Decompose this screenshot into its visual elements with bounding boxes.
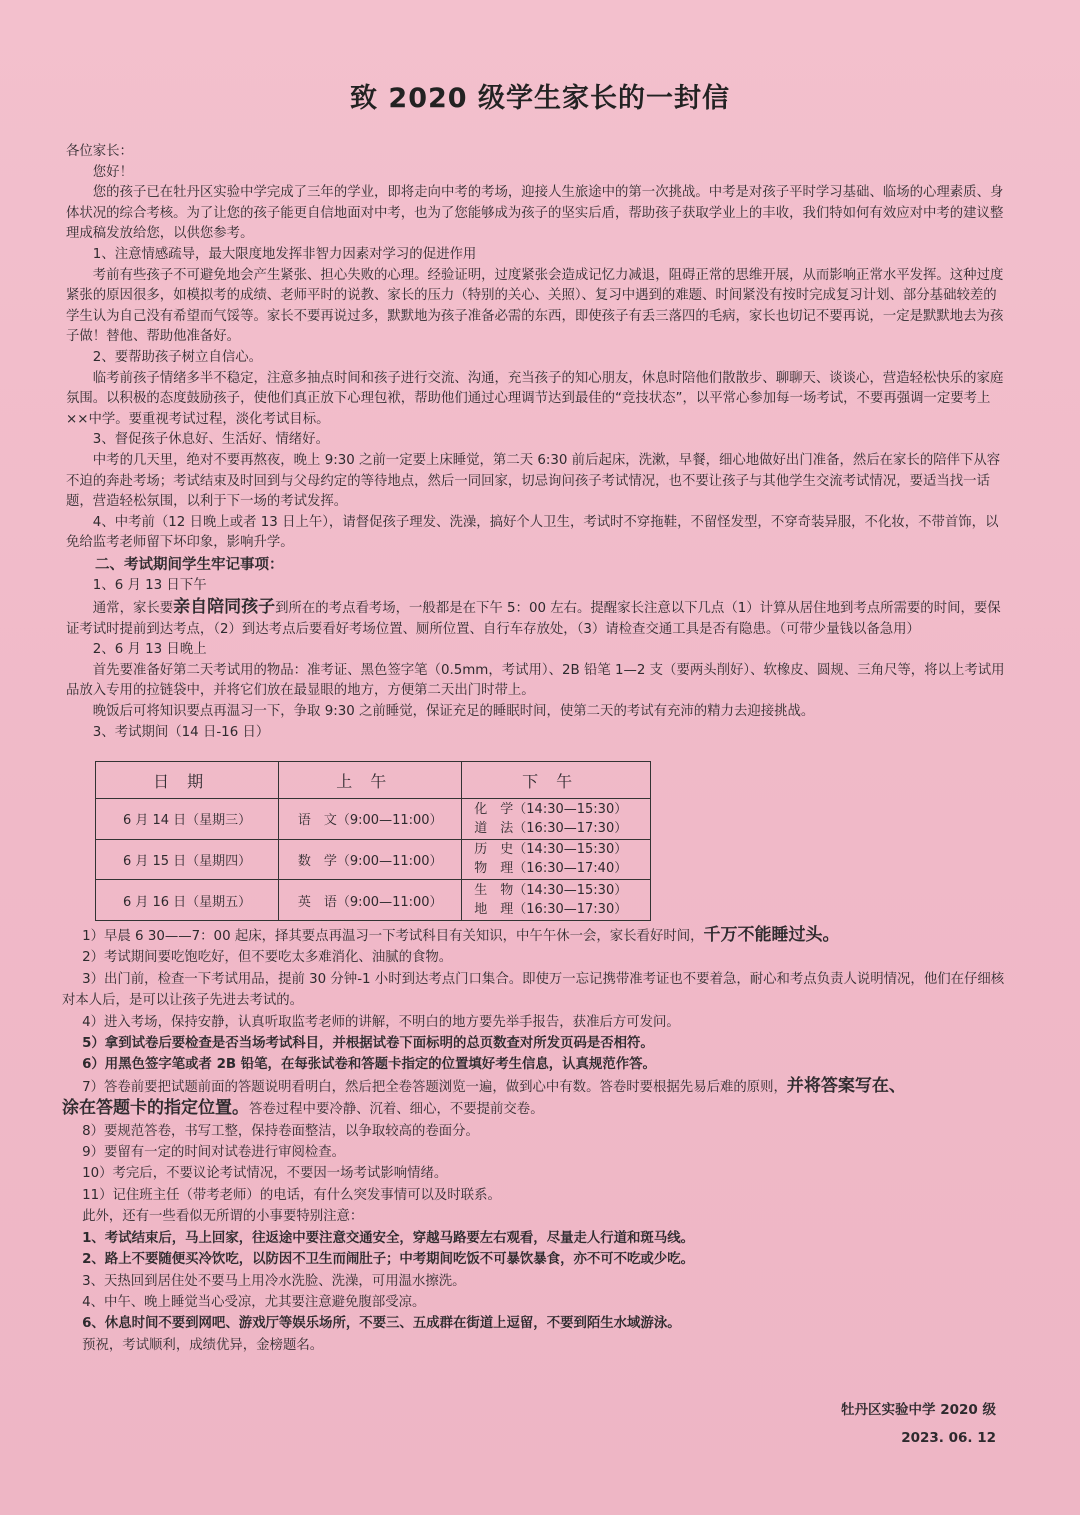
header-morning: 上午 xyxy=(279,762,462,799)
tip-5: 5）拿到试卷后要检查是否当场考试科目，并根据试卷下面标明的总页数查对所发页码是否相符。 xyxy=(82,1036,654,1052)
row-morning: 数 学（9:00—11:00） xyxy=(279,839,462,880)
pm-exam-1: 历 史（14:30—15:30） xyxy=(474,842,628,858)
tip-7-emphasis-1: 并将答案写在、 xyxy=(786,1075,906,1096)
row-date: 6 月 16 日（星期五） xyxy=(96,880,279,921)
exam-schedule-table xyxy=(95,761,651,921)
s2-text2: 晚饭后可将知识要点再温习一下，争取 9:30 之前睡觉，保证充足的睡眠时间，使第二天的考试有充沛的精力去迎接挑战。 xyxy=(92,704,815,720)
greeting: 您好！ xyxy=(92,164,133,180)
pm-exam-2: 道 法（16:30—17:30） xyxy=(474,820,628,836)
note-6: 6、休息时间不要到网吧、游戏厅等娱乐场所，不要三、五成群在街道上逗留，不要到陌生水域游泳。 xyxy=(82,1316,681,1332)
tip-7-emphasis-2: 涂在答题卡的指定位置。 xyxy=(62,1098,249,1119)
tip-8: 8）要规范答卷，书写工整，保持卷面整洁，以争取较高的卷面分。 xyxy=(82,1123,479,1139)
s1-post: 到所在的考点看考场，一般都是在下午 5：00 左右。提醒家长注意以下几点（1）计算从居住地到考点所需要的时间，要保证考试时提前到达考点，（2）到达考点后要看好考场位置、厕所位置、自行车存放处，（3）请检查交通工具是否有隐患。（可带少量钱以备急用） xyxy=(66,601,1001,637)
row-afternoon xyxy=(462,880,651,921)
section2-heading: 二、考试期间学生牢记事项： xyxy=(95,556,284,573)
tip-9: 9）要留有一定的时间对试卷进行审阅检查。 xyxy=(82,1145,346,1161)
table-row xyxy=(96,880,651,921)
tip-10: 10）考完后，不要议论考试情况，不要因一场考试影响情绪。 xyxy=(82,1166,448,1182)
tip-7 xyxy=(62,1076,1012,1121)
exam-tips xyxy=(62,925,1012,1356)
note-1: 1、考试结束后，马上回家，往返途中要注意交通安全，穿越马路要左右观看，尽量走人行道和斑马线。 xyxy=(82,1230,694,1246)
also-note: 此外，还有一些看似无所谓的小事要特别注意： xyxy=(82,1209,364,1225)
s1-pre: 通常，家长要 xyxy=(92,601,174,617)
item3-text: 中考的几天里，绝对不要再熬夜，晚上 9:30 之前一定要上床睡觉，第二天 6:30 前后起床，洗漱，早餐，细心地做好出门准备，然后在家长的陪伴下从容不迫的奔赴考场；考试结束及时回到与父母约定的等待地点，然后一同回家，切忌询问孩子考试情况，也不要让孩子与其他学生交流考试情况，要适当找一话题，营造轻松氛围，以利于下一场的考试发挥。 xyxy=(66,452,1001,510)
row-afternoon xyxy=(462,839,651,880)
tip-7-post: 答卷过程中要冷静、沉着、细心，不要提前交卷。 xyxy=(249,1102,544,1118)
salutation: 各位家长： xyxy=(66,144,133,159)
table-row xyxy=(96,799,651,840)
item1-text: 考前有些孩子不可避免地会产生紧张、担心失败的心理。经验证明，过度紧张会造成记忆力减退，阻碍正常的思维开展，从而影响正常水平发挥。这种过度紧张的原因很多，如模拟考的成绩、老师平时的说教、家长的压力（特别的关心、关照）、复习中遇到的难题、时间紧没有按时完成复习计划、部分基础较差的学生认为自己没有希望而气馁等。家长不要再说过多，默默地为孩子准备必需的东西，即使孩子有丢三落四的毛病，家长也切记不要再说，一定是默默地去为孩子做！替他、帮助他准备好。 xyxy=(66,267,1004,345)
tip-3: 3）出门前，检查一下考试用品，提前 30 分钟-1 小时到达考点门口集合。即使万一忘记携带准考证也不要着急，耐心和考点负责人说明情况，他们在仔细核对本人后，是可以让孩子先进去考试的。 xyxy=(62,971,1005,1009)
s1-title: 1、6 月 13 日下午 xyxy=(92,578,207,594)
closing-wish: 预祝，考试顺利，成绩优异，金榜题名。 xyxy=(82,1337,324,1353)
signature-block xyxy=(841,1396,996,1452)
tip-11: 11）记住班主任（带考老师）的电话，有什么突发事情可以及时联系。 xyxy=(82,1187,501,1203)
letter-body xyxy=(66,142,1006,743)
table-header-row xyxy=(96,762,651,799)
pm-exam-2: 物 理（16:30—17:40） xyxy=(474,861,628,877)
s1-text xyxy=(66,597,1006,640)
s2-text1: 首先要准备好第二天考试用的物品：准考证、黑色签字笔（0.5mm，考试用）、2B 铅笔 1—2 支（要两头削好）、软橡皮、圆规、三角尺等，将以上考试用品放入专用的拉链袋中，并将它们放在最显眼的地方，方便第二天出门时带上。 xyxy=(66,662,1005,699)
signature-org: 牡丹区实验中学 2020 级 xyxy=(841,1402,996,1418)
item2-text: 临考前孩子情绪多半不稳定，注意多抽点时间和孩子进行交流、沟通，充当孩子的知心朋友，休息时陪他们散散步、聊聊天、谈谈心，营造轻松快乐的家庭氛围。以积极的态度鼓励孩子，使他们真正放下心理包袱，帮助他们通过心理调节达到最佳的“竞技状态”，以平常心参加每一场考试，不要再强调一定要考上××中学。要重视考试过程，淡化考试目标。 xyxy=(66,370,1004,427)
row-date: 6 月 14 日（星期三） xyxy=(96,799,279,840)
tip-2: 2）考试期间要吃饱吃好，但不要吃太多难消化、油腻的食物。 xyxy=(82,950,453,966)
row-morning: 语 文（9:00—11:00） xyxy=(279,799,462,840)
row-afternoon xyxy=(462,799,651,840)
item3-title: 3、督促孩子休息好、生活好、情绪好。 xyxy=(92,432,329,448)
note-3: 3、天热回到居住处不要马上用冷水洗脸、洗澡，可用温水擦洗。 xyxy=(82,1273,466,1289)
tip-6: 6）用黑色签字笔或者 2B 铅笔，在每张试卷和答题卡指定的位置填好考生信息，认真规范作答。 xyxy=(82,1057,656,1073)
pm-exam-1: 化 学（14:30—15:30） xyxy=(474,801,628,817)
note-4: 4、中午、晚上睡觉当心受凉，尤其要注意避免腹部受凉。 xyxy=(82,1294,426,1310)
s3-title: 3、考试期间（14 日-16 日） xyxy=(92,724,270,740)
row-date: 6 月 15 日（星期四） xyxy=(96,839,279,880)
tip-1 xyxy=(62,925,1012,947)
tip-4: 4）进入考场，保持安静，认真听取监考老师的讲解，不明白的地方要先举手报告，获准后方可发问。 xyxy=(82,1014,680,1030)
s2-title: 2、6 月 13 日晚上 xyxy=(92,642,207,658)
signature-date: 2023. 06. 12 xyxy=(901,1430,996,1446)
header-date: 日期 xyxy=(96,762,279,799)
tip-7-text: 7）答卷前要把试题前面的答题说明看明白，然后把全卷答题浏览一遍，做到心中有数。答卷时要根据先易后难的原则， xyxy=(82,1079,787,1095)
s1-emphasis: 亲自陪同孩子 xyxy=(173,597,276,618)
header-afternoon: 下午 xyxy=(462,762,651,799)
pm-exam-1: 生 物（14:30—15:30） xyxy=(474,883,628,899)
tip-1-text: 1）早晨 6 30——7：00 起床，择其要点再温习一下考试科目有关知识，中午午休一会，家长看好时间， xyxy=(82,929,704,944)
tip-1-emphasis: 千万不能睡过头。 xyxy=(703,925,840,945)
item4-text: 4、中考前（12 日晚上或者 13 日上午），请督促孩子理发、洗澡，搞好个人卫生，考试时不穿拖鞋，不留怪发型，不穿奇装异服，不化妆，不带首饰，以免给监考老师留下坏印象，影响升学。 xyxy=(66,514,999,551)
intro-paragraph: 您的孩子已在牡丹区实验中学完成了三年的学业，即将走向中考的考场，迎接人生旅途中的第一次挑战。中考是对孩子平时学习基础、临场的心理素质、身体状况的综合考核。为了让您的孩子能更自信地面对中考，也为了您能够成为孩子的坚实后盾，帮助孩子获取学业上的丰收，我们特如何有效应对中考的建议整理成稿发放给您，以供您参考。 xyxy=(66,185,1004,242)
item1-title: 1、注意情感疏导，最大限度地发挥非智力因素对学习的促进作用 xyxy=(92,246,477,262)
letter-title: 致 2020 级学生家长的一封信 xyxy=(350,83,730,114)
pm-exam-2: 地 理（16:30—17:30） xyxy=(474,902,628,918)
note-2: 2、路上不要随便买冷饮吃，以防因不卫生而闹肚子；中考期间吃饭不可暴饮暴食，亦不可不吃或少吃。 xyxy=(82,1252,694,1268)
table-row xyxy=(96,839,651,880)
item2-title: 2、要帮助孩子树立自信心。 xyxy=(92,349,263,365)
row-morning: 英 语（9:00—11:00） xyxy=(279,880,462,921)
